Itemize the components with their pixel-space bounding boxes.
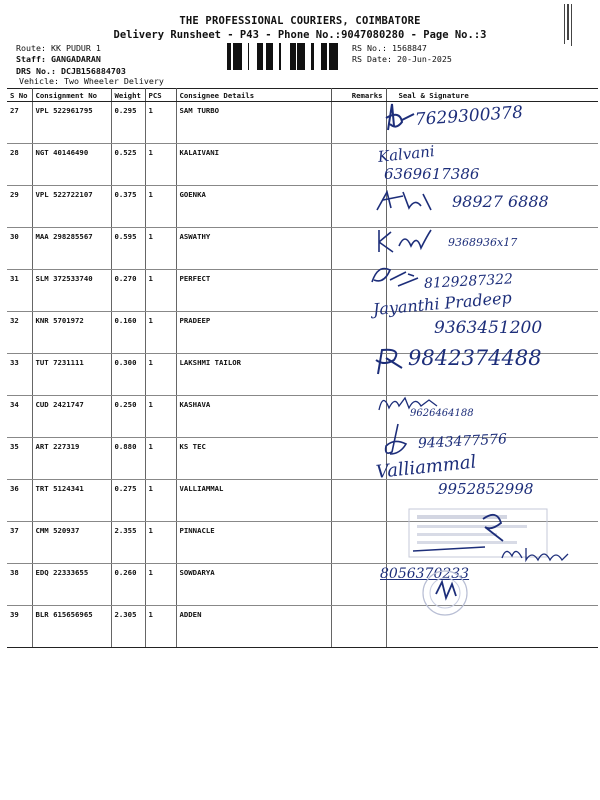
consignee-cell: ADDEN (176, 606, 331, 648)
consignment-cell: ART 227319 (32, 438, 111, 480)
pcs-cell: 1 (145, 438, 176, 480)
handwritten-phone-31: 8129287322 (423, 271, 514, 292)
remarks-cell (331, 606, 386, 648)
consignee-cell: LAKSHMI TAILOR (176, 354, 331, 396)
handwritten-phone-27: 7629300378 (414, 102, 524, 130)
col-sno-header: S No (7, 89, 32, 102)
sno-cell: 28 (7, 144, 32, 186)
col-signature-header: Seal & Signature (386, 89, 598, 102)
consignment-cell: CMM 520937 (32, 522, 111, 564)
pcs-cell: 1 (145, 144, 176, 186)
sno-cell: 27 (7, 102, 32, 144)
weight-cell: 0.270 (111, 270, 145, 312)
sno-cell: 35 (7, 438, 32, 480)
barcode-icon (227, 43, 344, 70)
table-header-row (7, 89, 598, 102)
sno-cell: 31 (7, 270, 32, 312)
handwritten-phone-38: 8056370233 (380, 566, 470, 582)
consignment-cell: KNR 5701972 (32, 312, 111, 354)
consignment-cell: VPL 522961795 (32, 102, 111, 144)
weight-cell: 0.275 (111, 480, 145, 522)
company-title: THE PROFESSIONAL COURIERS, COIMBATORE (179, 15, 421, 27)
pcs-cell: 1 (145, 186, 176, 228)
pcs-cell: 1 (145, 354, 176, 396)
signature-scribble-30 (373, 226, 443, 256)
vehicle-label: Vehicle: Two Wheeler Delivery (19, 76, 164, 86)
consignee-cell: KALAIVANI (176, 144, 331, 186)
route-label: Route: KK PUDUR 1 (16, 43, 101, 53)
remarks-cell (331, 480, 386, 522)
col-consignment-header: Consignment No (32, 89, 111, 102)
consignment-cell: BLR 615656965 (32, 606, 111, 648)
consignment-cell: EDQ 22333655 (32, 564, 111, 606)
consignment-cell: SLM 372533740 (32, 270, 111, 312)
consignee-cell: VALLIAMMAL (176, 480, 331, 522)
consignee-cell: PINNACLE (176, 522, 331, 564)
weight-cell: 0.250 (111, 396, 145, 438)
sno-cell: 37 (7, 522, 32, 564)
sno-cell: 34 (7, 396, 32, 438)
col-consignee-header: Consignee Details (176, 89, 331, 102)
consignment-cell: VPL 522722107 (32, 186, 111, 228)
handwritten-phone-32: 9363451200 (434, 318, 543, 338)
weight-cell: 0.300 (111, 354, 145, 396)
weight-cell: 2.355 (111, 522, 145, 564)
remarks-cell (331, 522, 386, 564)
rotated-margin-code-icon (558, 2, 578, 52)
pcs-cell: 1 (145, 270, 176, 312)
drs-label: DRS No.: DCJB156884703 (16, 66, 126, 76)
table-row (7, 144, 598, 186)
sno-cell: 39 (7, 606, 32, 648)
sno-cell: 36 (7, 480, 32, 522)
consignee-cell: PERFECT (176, 270, 331, 312)
remarks-cell (331, 102, 386, 144)
weight-cell: 0.525 (111, 144, 145, 186)
weight-cell: 0.880 (111, 438, 145, 480)
pcs-cell: 1 (145, 522, 176, 564)
col-weight-header: Weight (111, 89, 145, 102)
table-row (7, 396, 598, 438)
signature-scribble-29 (373, 186, 448, 216)
weight-cell: 0.295 (111, 102, 145, 144)
weight-cell: 2.305 (111, 606, 145, 648)
sno-cell: 29 (7, 186, 32, 228)
round-seal-stamp (420, 568, 470, 618)
col-remarks-header: Remarks (331, 89, 386, 102)
handwritten-name-28: Kalvani (377, 142, 436, 166)
sno-cell: 32 (7, 312, 32, 354)
signature-cell (386, 606, 598, 648)
handwritten-phone-35: 9443477576 (417, 431, 508, 452)
pcs-cell: 1 (145, 312, 176, 354)
pcs-cell: 1 (145, 396, 176, 438)
handwritten-phone-28: 6369617386 (384, 165, 480, 183)
signature-scribble-31 (368, 262, 428, 296)
handwritten-phone-30: 9368936x17 (448, 236, 518, 249)
signature-scribble-35 (380, 422, 414, 458)
handwritten-name-36: Valliammal (374, 451, 478, 483)
weight-cell: 0.160 (111, 312, 145, 354)
consignment-cell: TRT 5124341 (32, 480, 111, 522)
handwritten-phone-34: 9626464188 (410, 408, 474, 419)
consignment-cell: NGT 40146490 (32, 144, 111, 186)
weight-cell: 0.260 (111, 564, 145, 606)
consignee-cell: GOENKA (176, 186, 331, 228)
rs-number-label: RS No.: 1568847 (352, 43, 427, 53)
consignee-cell: KASHAVA (176, 396, 331, 438)
consignment-cell: TUT 7231111 (32, 354, 111, 396)
pcs-cell: 1 (145, 480, 176, 522)
consignee-cell: PRADEEP (176, 312, 331, 354)
pcs-cell: 1 (145, 228, 176, 270)
sno-cell: 30 (7, 228, 32, 270)
consignment-cell: MAA 298285567 (32, 228, 111, 270)
table-row (7, 438, 598, 480)
pcs-cell: 1 (145, 564, 176, 606)
pcs-cell: 1 (145, 102, 176, 144)
handwritten-phone-36: 9952852998 (438, 480, 534, 498)
weight-cell: 0.375 (111, 186, 145, 228)
consignee-cell: ASWATHY (176, 228, 331, 270)
signature-scribble-27 (380, 100, 420, 140)
tamil-signature-38 (500, 540, 570, 566)
weight-cell: 0.595 (111, 228, 145, 270)
handwritten-phone-33: 9842374488 (408, 346, 542, 370)
sno-cell: 33 (7, 354, 32, 396)
table-row (7, 606, 598, 648)
consignee-cell: SAM TURBO (176, 102, 331, 144)
col-pcs-header: PCS (145, 89, 176, 102)
handwritten-phone-29: 98927 6888 (452, 192, 549, 211)
pcs-cell: 1 (145, 606, 176, 648)
consignment-cell: CUD 2421747 (32, 396, 111, 438)
handwritten-name-32: Jayanthi Pradeep (372, 287, 513, 319)
rs-date-label: RS Date: 20-Jun-2025 (352, 54, 452, 64)
consignee-cell: KS TEC (176, 438, 331, 480)
sno-cell: 38 (7, 564, 32, 606)
staff-label: Staff: GANGADARAN (16, 54, 101, 64)
signature-scribble-33 (368, 346, 408, 376)
consignee-cell: SOWDARYA (176, 564, 331, 606)
runsheet-subtitle: Delivery Runsheet - P43 - Phone No.:9047080280 - Page No.:3 (113, 29, 487, 41)
remarks-cell (331, 564, 386, 606)
